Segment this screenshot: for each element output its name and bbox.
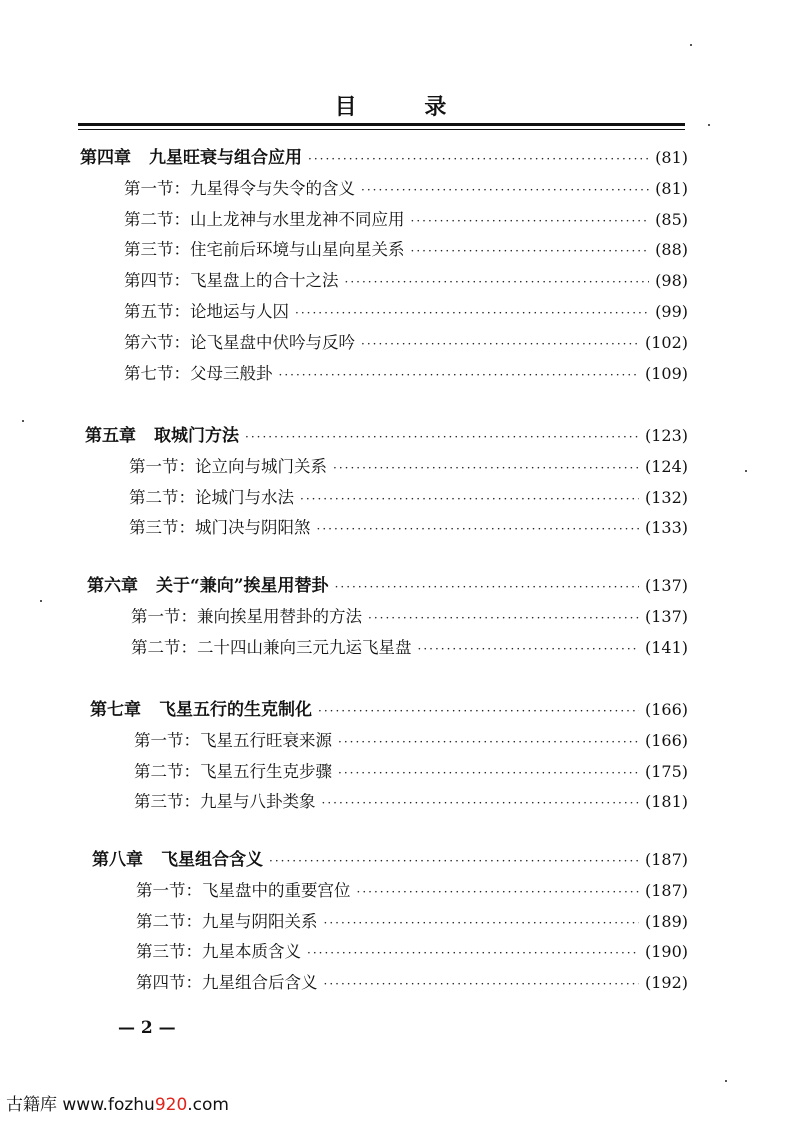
section-title: 九星与阴阳关系 [202,911,318,931]
leader-dots [317,516,639,542]
title-rule-thin [78,129,685,130]
leader-dots [338,729,639,755]
section-entry [124,361,688,387]
chapter-page: (123) [644,426,688,445]
section-number: 第二节： [131,637,197,657]
leader-dots [295,300,649,326]
section-page: (175) [644,761,688,781]
leader-dots [418,636,639,662]
section-number: 第二节： [124,209,190,229]
section-page: (81) [655,178,688,198]
watermark-highlight: 920 [154,1095,188,1115]
section-entry [134,789,688,815]
scan-speck [690,44,692,46]
section-title: 论城门与水法 [195,487,294,507]
section-page: (98) [655,271,688,291]
section-entry [129,515,688,541]
section-title: 飞星盘上的合十之法 [190,271,339,291]
section-title: 九星组合后含义 [202,973,318,993]
chapter-number: 第七章 [90,700,141,720]
leader-dots [269,848,639,874]
chapter-title: 飞星五行的生克制化 [159,700,312,720]
section-entry [131,635,688,661]
section-number: 第一节： [131,606,197,626]
section-page: (88) [655,240,688,260]
scan-speck [745,470,747,472]
section-number: 第三节： [124,240,190,260]
section-page: (137) [644,606,688,626]
section-number: 第二节： [136,911,202,931]
leader-dots [324,971,639,997]
section-entry [124,176,688,202]
section-number: 第三节： [136,942,202,962]
leader-dots [307,940,639,966]
section-title: 论飞星盘中伏吟与反吟 [190,332,355,352]
section-title: 二十四山兼向三元九运飞星盘 [197,637,412,657]
section-page: (141) [644,637,688,657]
section-title: 九星本质含义 [202,942,301,962]
chapter-entry [85,423,688,449]
section-entry [136,878,688,904]
chapter-page: (166) [644,700,688,719]
section-page: (124) [644,456,688,476]
section-title: 山上龙神与水里龙神不同应用 [190,209,405,229]
leader-dots [338,760,639,786]
section-page: (181) [644,792,688,812]
leader-dots [357,879,639,905]
section-number: 第六节： [124,332,190,352]
site-watermark [6,1090,229,1115]
leader-dots [300,486,639,512]
section-title: 城门决与阴阳煞 [195,518,311,538]
section-number: 第一节： [124,178,190,198]
section-page: (187) [644,880,688,900]
scan-speck [708,124,710,126]
leader-dots [361,177,649,203]
leader-dots [368,605,639,631]
section-title: 飞星五行生克步骤 [200,761,332,781]
section-page: (189) [644,911,688,931]
section-title: 父母三般卦 [190,363,273,383]
section-number: 第三节： [134,792,200,812]
leader-dots [361,331,639,357]
chapter-entry [80,145,688,171]
section-page: (85) [655,209,688,229]
chapter-title: 飞星组合含义 [161,850,263,870]
section-page: (166) [644,730,688,750]
section-title: 论立向与城门关系 [195,456,327,476]
section-entry [131,604,688,630]
section-page: (192) [644,973,688,993]
section-number: 第一节： [134,730,200,750]
section-title: 九星得令与失令的含义 [190,178,355,198]
chapter-page: (187) [644,850,688,869]
section-title: 飞星盘中的重要宫位 [202,880,351,900]
section-number: 第二节： [134,761,200,781]
chapter-number: 第八章 [92,850,143,870]
section-entry [124,237,688,263]
chapter-entry [92,847,688,873]
leader-dots [324,910,639,936]
section-title: 九星与八卦类象 [200,792,316,812]
section-entry [134,728,688,754]
section-number: 第七节： [124,363,190,383]
leader-dots [335,574,639,600]
watermark-suffix: .com [187,1095,229,1115]
leader-dots [318,698,639,724]
section-title: 论地运与人囚 [190,302,289,321]
page-title: 目 录 [334,94,477,120]
chapter-number: 第五章 [85,426,136,446]
section-number: 第四节： [124,271,190,291]
leader-dots [411,208,650,234]
chapter-number: 第六章 [87,576,138,596]
section-page: (99) [655,302,688,321]
section-entry [124,299,688,325]
section-page: (109) [644,363,688,383]
scan-speck [725,1080,727,1082]
scan-speck [22,420,24,422]
chapter-title: 关于“兼向”挨星用替卦 [156,576,329,596]
watermark-prefix: 古籍库 www.fozhu [6,1095,155,1115]
leader-dots [333,455,639,481]
section-entry [134,759,688,785]
leader-dots [411,238,650,264]
leader-dots [308,146,649,172]
section-entry [124,207,688,233]
section-entry [136,909,688,935]
section-number: 第四节： [136,973,202,993]
page-number: — 2 — [118,1018,176,1038]
chapter-page: (81) [655,148,688,167]
section-number: 第五节： [124,302,190,321]
chapter-entry [87,573,688,599]
section-number: 第一节： [136,880,202,900]
section-entry [136,939,688,965]
leader-dots [245,424,639,450]
section-entry [136,970,688,996]
section-page: (190) [644,942,688,962]
section-title: 住宅前后环境与山星向星关系 [190,240,405,260]
section-entry [124,330,688,356]
section-page: (133) [644,518,688,538]
title-rule-thick [78,123,685,126]
leader-dots [345,269,650,295]
leader-dots [279,362,639,388]
section-title: 兼向挨星用替卦的方法 [197,606,362,626]
section-number: 第一节： [129,456,195,476]
leader-dots [322,790,639,816]
section-number: 第二节： [129,487,195,507]
section-entry [129,485,688,511]
section-entry [129,454,688,480]
section-page: (102) [644,332,688,352]
scan-speck [40,600,42,602]
chapter-page: (137) [644,576,688,595]
chapter-title: 取城门方法 [154,426,239,446]
chapter-number: 第四章 [80,148,131,168]
section-title: 飞星五行旺衰来源 [200,730,332,750]
section-page: (132) [644,487,688,507]
section-entry [124,268,688,294]
chapter-title: 九星旺衰与组合应用 [149,148,302,168]
chapter-entry [90,697,688,723]
section-number: 第三节： [129,518,195,538]
